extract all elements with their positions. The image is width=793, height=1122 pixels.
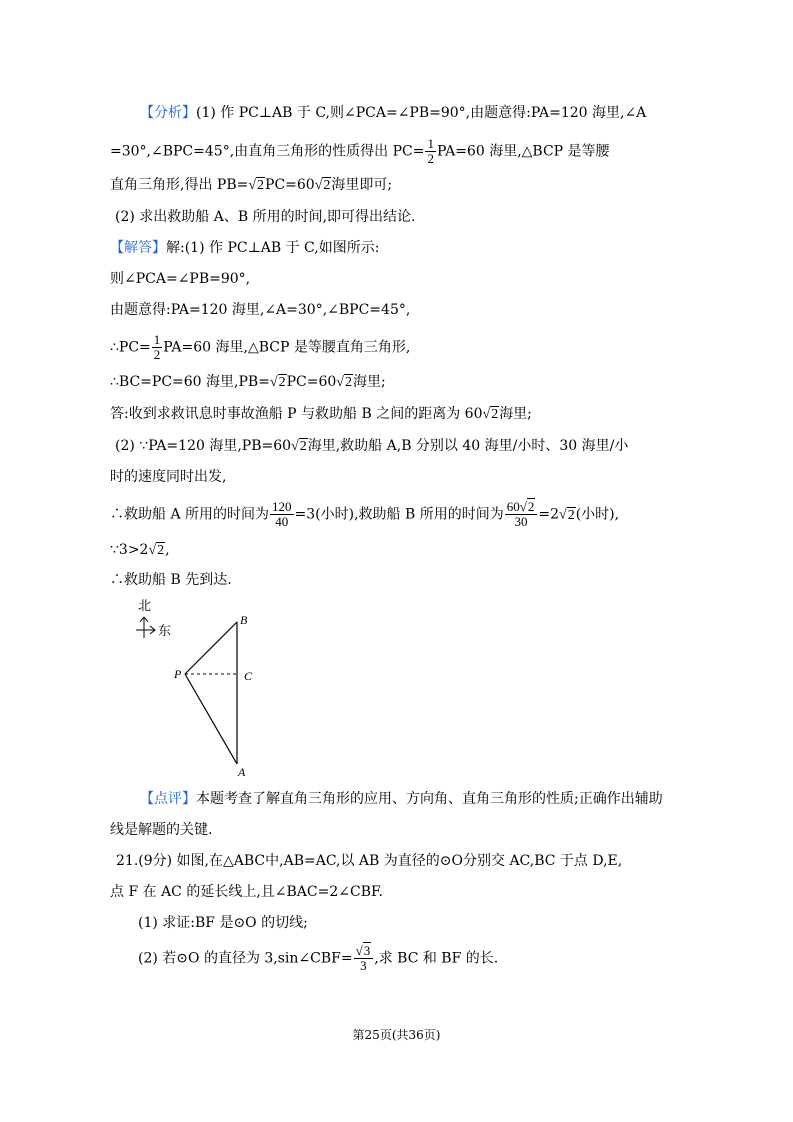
problem21-line-4: (2) 若⊙O 的直径为 3,sin∠CBF= $\frac{√3}{3}$ ,求 BC 和 BF 的长. xyxy=(138,943,499,973)
solution-line-4: ∴PC= $\frac{1}{2}$ PA=60 海里,△BCP 是等腰直角三角形, xyxy=(110,332,411,362)
page-footer: 第25页(共36页) xyxy=(352,1028,441,1042)
label-B: B xyxy=(240,613,248,627)
solution-line-9: ∴救助船 A 所用的时间为 $\frac{120}{40}$ =3(小时),救助船 B 所用的时间为 $\frac{60√2}{30}$ =2√2(小时), xyxy=(110,499,620,529)
comment-line-1: 【点评】本题考查了解直角三角形的应用、方向角、直角三角形的性质;正确作出辅助 xyxy=(140,791,663,807)
fraction-half: $\frac{1}{2}$ xyxy=(427,136,434,166)
sqrt-2: √2 xyxy=(314,178,331,193)
solution-line-10: ∵3>2√2, xyxy=(110,542,170,558)
solution-line-1: 【解答】解:(1) 作 PC⊥AB 于 C,如图所示: xyxy=(110,240,380,256)
label-P: P xyxy=(174,667,182,681)
east-label: 东 xyxy=(158,624,172,639)
solution-line-8: 时的速度同时出发, xyxy=(110,469,227,485)
segment-PA xyxy=(185,674,237,764)
sqrt-2: √2 xyxy=(482,407,499,422)
analysis-line-2: =30°,∠BPC=45°,由直角三角形的性质得出 PC= $\frac{1}{2}$ PA=60 海里,△BCP 是等腰 xyxy=(110,136,610,166)
analysis-line-4: (2) 求出救助船 A、B 所用的时间,即可得出结论. xyxy=(115,209,416,225)
fraction-half: $\frac{1}{2}$ xyxy=(153,332,161,362)
analysis-tag: 【分析】 xyxy=(140,105,196,121)
solution-line-5: ∴BC=PC=60 海里,PB=√2PC=60√2海里; xyxy=(110,374,386,390)
sqrt-2: √2 xyxy=(291,439,307,454)
fraction-sqrt3-3: $\frac{√3}{3}$ xyxy=(354,944,374,973)
problem21-line-1: 21.(9分) 如图,在△ABC中,AB=AC,以 AB 为直径的⊙O分别交 AC,BC 于点 D,E, xyxy=(116,853,623,869)
north-label: 北 xyxy=(138,599,152,614)
analysis-line-3: 直角三角形,得出 PB=√2PC=60√2海里即可; xyxy=(110,177,393,193)
comment-tag: 【点评】 xyxy=(140,791,196,807)
sqrt-2: √2 xyxy=(269,375,286,390)
segment-PB xyxy=(185,622,237,674)
label-A: A xyxy=(238,765,246,779)
solution-line-11: ∴救助船 B 先到达. xyxy=(110,572,232,588)
solution-tag: 【解答】 xyxy=(110,240,166,256)
analysis-line-1: 【分析】(1) 作 PC⊥AB 于 C,则∠PCA=∠PB=90°,由题意得:PA=120 海里,∠A xyxy=(140,105,647,121)
sqrt-2: √2 xyxy=(248,178,265,193)
compass-icon xyxy=(136,617,155,638)
solution-line-2: 则∠PCA=∠PB=90°, xyxy=(110,271,251,287)
label-C: C xyxy=(244,669,253,683)
sqrt-2: √2 xyxy=(336,375,352,390)
triangle-figure xyxy=(130,592,270,782)
fraction-120-40: $\frac{120}{40}$ xyxy=(272,499,292,529)
solution-line-7: (2) ∵PA=120 海里,PB=60√2海里,救助船 A,B 分别以 40 海里/小时、30 海里/小 xyxy=(115,438,629,454)
problem21-line-2: 点 F 在 AC 的延长线上,且∠BAC=2∠CBF. xyxy=(110,884,383,900)
solution-line-6: 答:收到求救讯息时事故渔船 P 与救助船 B 之间的距离为 60√2海里; xyxy=(110,406,532,422)
problem21-line-3: (1) 求证:BF 是⊙O 的切线; xyxy=(138,915,308,931)
fraction-60sqrt2-30: $\frac{60√2}{30}$ xyxy=(505,500,538,529)
sqrt-2: √2 xyxy=(148,543,165,558)
solution-line-3: 由题意得:PA=120 海里,∠A=30°,∠BPC=45°, xyxy=(110,302,411,318)
comment-line-2: 线是解题的关键. xyxy=(110,822,213,838)
sqrt-2: √2 xyxy=(559,507,575,523)
